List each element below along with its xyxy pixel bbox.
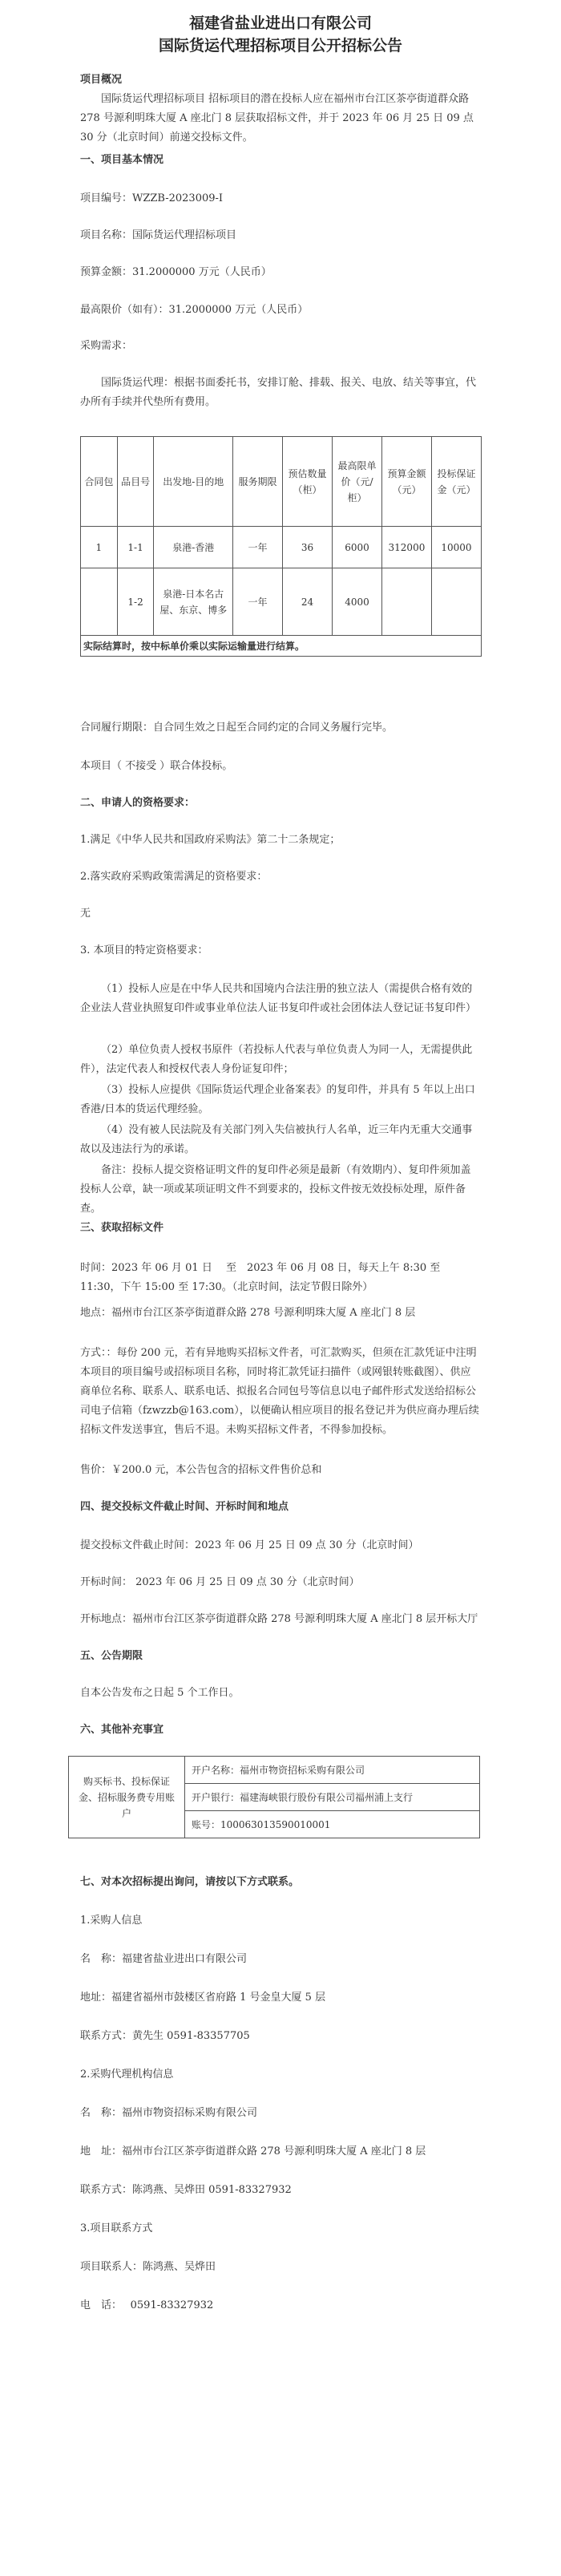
qualification-1: 1.满足《中华人民共和国政府采购法》第二十二条规定； bbox=[80, 834, 341, 846]
bid-table bbox=[80, 436, 482, 657]
table-cell: 10000 bbox=[431, 527, 481, 568]
table-cell: 泉港-日本名古屋、东京、博多 bbox=[154, 568, 233, 636]
table-cell: 1-1 bbox=[117, 527, 154, 568]
project-contact-heading: 3.项目联系方式 bbox=[80, 2222, 153, 2234]
section-2-heading: 二、申请人的资格要求： bbox=[80, 797, 196, 809]
table-cell: 24 bbox=[282, 568, 332, 636]
qualification-remark: 备注：投标人提交资格证明文件的复印件必须是最新（有效期内）、复印件须加盖投标人公章，缺一项或某项证明文件不到要求的，投标文件按无效投标处理，原件备查。 bbox=[80, 1164, 471, 1215]
table-cell: 312000 bbox=[381, 527, 431, 568]
table-cell: 1-2 bbox=[117, 568, 154, 636]
purchaser-contact: 联系方式：黄先生 0591-83357705 bbox=[80, 2030, 250, 2042]
section-5-heading: 五、公告期限 bbox=[80, 1650, 143, 1662]
table-header-cell: 品目号 bbox=[117, 437, 154, 527]
agency-contact: 联系方式：陈鸿燕、吴烨田 0591-83327932 bbox=[80, 2184, 292, 2196]
account-label: 购买标书、投标保证金、招标服务费专用账户 bbox=[69, 1757, 185, 1838]
obtain-method: 方式：：每份 200 元，若有异地购买招标文件者，可汇款购买，但须在汇款凭证中注明本项目的项目编号或招标项目名称，同时将汇款凭证扫描件（或网银转账截图）、供应商单位名称、联系人、联系电话、拟报名合同包号等信息以电子邮件形式发送给招标公司电子信箱（fzwzzb@163.com），以便确认相应项目的报名登记并为供应商办理后续招标文件发送事宜，售后不退。未购买招标文件者，不得参加投标。 bbox=[80, 1347, 479, 1436]
project-number: 项目编号：WZZB-2023009-I bbox=[80, 192, 224, 204]
purchaser-address: 地址：福建省福州市鼓楼区省府路 1 号金皇大厦 5 层 bbox=[80, 1992, 326, 2004]
table-header-cell: 服务期限 bbox=[233, 437, 283, 527]
opening-time: 开标时间： 2023 年 06 月 25 日 09 点 30 分（北京时间） bbox=[80, 1576, 360, 1588]
agency-name: 名 称：福州市物资招标采购有限公司 bbox=[80, 2107, 258, 2119]
table-header-cell: 预算金额（元） bbox=[381, 437, 431, 527]
account-number: 账号：100063013590010001 bbox=[185, 1811, 480, 1838]
table-cell: 泉港-香港 bbox=[154, 527, 233, 568]
section-1-heading: 一、项目基本情况 bbox=[80, 154, 164, 166]
max-price: 最高限价（如有）：31.2000000 万元（人民币） bbox=[80, 304, 309, 316]
overview-heading: 项目概况 bbox=[80, 74, 123, 86]
requirements-label: 采购需求： bbox=[80, 340, 133, 352]
qualification-item: （2）单位负责人授权书原件（若投标人代表与单位负责人为同一人，无需提供此件），法定代表人和授权代表人身份证复印件； bbox=[80, 1044, 473, 1075]
account-row bbox=[69, 1757, 480, 1784]
table-cell bbox=[81, 568, 118, 636]
section-6-heading: 六、其他补充事宜 bbox=[80, 1724, 164, 1736]
purchaser-name: 名 称：福建省盐业进出口有限公司 bbox=[80, 1953, 248, 1965]
project-contact-people: 项目联系人：陈鸿燕、吴烨田 bbox=[80, 2261, 216, 2273]
account-holder: 开户名称：福州市物资招标采购有限公司 bbox=[185, 1757, 480, 1784]
qualification-2: 2.落实政府采购政策需满足的资格要求： bbox=[80, 871, 268, 883]
table-header-cell: 出发地-目的地 bbox=[154, 437, 233, 527]
qualification-item: （3）投标人应提供《国际货运代理企业备案表》的复印件，并具有 5 年以上出口香港/日本的货运代理经验。 bbox=[80, 1084, 475, 1115]
project-contact-phone: 电 话： 0591-83327932 bbox=[80, 2299, 214, 2311]
qualification-item: （1）投标人应是在中华人民共和国境内合法注册的独立法人（需提供合格有效的企业法人营业执照复印件或事业单位法人证书复印件或社会团体法人登记证书复印件） bbox=[80, 983, 477, 1014]
budget-amount: 预算金额：31.2000000 万元（人民币） bbox=[80, 266, 272, 278]
opening-place: 开标地点：福州市台江区茶亭街道群众路 278 号源利明珠大厦 A 座北门 8 层开标大厅 bbox=[80, 1613, 478, 1625]
notice-period: 自本公告发布之日起 5 个工作日。 bbox=[80, 1687, 240, 1699]
table-cell: 一年 bbox=[233, 568, 283, 636]
obtain-time: 时间：2023 年 06 月 01 日 至 2023 年 06 月 08 日，每天上午 8:30 至 11:30，下午 15:00 至 17:30。（北京时间，法定节假日除外） bbox=[80, 1262, 441, 1293]
table-header-cell: 合同包 bbox=[81, 437, 118, 527]
table-header-cell: 最高限单价（元/柜） bbox=[332, 437, 381, 527]
table-row bbox=[81, 568, 482, 636]
table-header-row bbox=[81, 437, 482, 527]
table-cell: 1 bbox=[81, 527, 118, 568]
account-table bbox=[68, 1756, 480, 1838]
account-bank: 开户银行：福建海峡银行股份有限公司福州浦上支行 bbox=[185, 1784, 480, 1811]
document-price: 售价：￥200.0 元，本公告包含的招标文件售价总和 bbox=[80, 1464, 322, 1476]
company-title: 福建省盐业进出口有限公司 bbox=[188, 14, 372, 32]
qualification-3: 3. 本项目的特定资格要求： bbox=[80, 944, 208, 956]
table-cell: 6000 bbox=[332, 527, 381, 568]
table-header-cell: 投标保证金（元） bbox=[431, 437, 481, 527]
table-header-cell: 预估数量（柜） bbox=[282, 437, 332, 527]
notice-title: 国际货运代理招标项目公开招标公告 bbox=[158, 37, 402, 55]
purchaser-info-heading: 1.采购人信息 bbox=[80, 1915, 143, 1927]
agency-address: 地 址：福州市台江区茶亭街道群众路 278 号源利明珠大厦 A 座北门 8 层 bbox=[80, 2145, 426, 2157]
table-cell: 4000 bbox=[332, 568, 381, 636]
table-cell bbox=[381, 568, 431, 636]
table-note-row bbox=[81, 636, 482, 657]
section-7-heading: 七、对本次招标提出询问，请按以下方式联系。 bbox=[80, 1876, 300, 1888]
project-name: 项目名称：国际货运代理招标项目 bbox=[80, 229, 237, 241]
table-cell: 一年 bbox=[233, 527, 283, 568]
table-cell bbox=[431, 568, 481, 636]
section-4-heading: 四、提交投标文件截止时间、开标时间和地点 bbox=[80, 1501, 289, 1513]
contract-period: 合同履行期限：自合同生效之日起至合同约定的合同义务履行完毕。 bbox=[80, 722, 394, 734]
table-row bbox=[81, 527, 482, 568]
table-cell: 36 bbox=[282, 527, 332, 568]
agency-info-heading: 2.采购代理机构信息 bbox=[80, 2068, 174, 2081]
consortium-note: 本项目（ 不接受 ）联合体投标。 bbox=[80, 760, 233, 772]
section-3-heading: 三、获取招标文件 bbox=[80, 1222, 164, 1234]
requirements-text: 国际货运代理：根据书面委托书，安排订舱、排载、报关、电放、结关等事宜，代办所有手续并代垫所有费用。 bbox=[80, 377, 477, 408]
overview-text: 国际货运代理招标项目 招标项目的潜在投标人应在福州市台江区茶亭街道群众路 278 号源利明珠大厦 A 座北门 8 层获取招标文件，并于 2023 年 06 月 25 日 09 点 30 分（北京时间）前递交投标文件。 bbox=[80, 93, 474, 144]
obtain-place: 地点：福州市台江区茶亭街道群众路 278 号源利明珠大厦 A 座北门 8 层 bbox=[80, 1307, 416, 1319]
qualification-item: （4）没有被人民法院及有关部门列入失信被执行人名单，近三年内无重大交通事故以及违法行为的承诺。 bbox=[80, 1124, 473, 1155]
bid-deadline: 提交投标文件截止时间：2023 年 06 月 25 日 09 点 30 分（北京时间） bbox=[80, 1539, 419, 1551]
qualification-none: 无 bbox=[80, 908, 91, 920]
settlement-note: 实际结算时，按中标单价乘以实际运输量进行结算。 bbox=[81, 636, 482, 657]
